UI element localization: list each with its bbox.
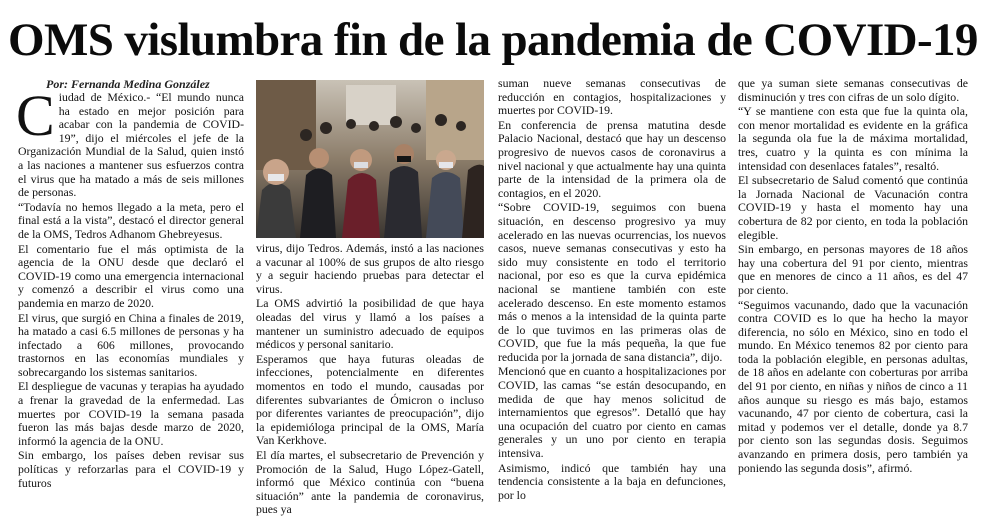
paragraph: Esperamos que haya futuras oleadas de infecciones, potencialmente en diferentes momentos en todo el mundo, causadas por diferentes subvariantes de Ómicron o incluso por diferentes variantes de preocupación”, dijo la epidemióloga principal de la OMS, María Van Kerkhove.: [256, 351, 484, 448]
paragraph: Mencionó que en cuanto a hospitalizaciones por COVID, las camas “se están desocupando, en medida de que hay menos solicitud de internamientos que egresos”. Detalló que hay una ocupación del cuatro por ciento en camas generales y un uno por ciento en terapia intensiva.: [498, 364, 726, 461]
paragraph: Ciudad de México.- “El mundo nunca ha estado en mejor posición para acabar con la pandemia de COVID-19”, dijo el miércoles el jefe de la Organización Mundial de la Salud, quien instó a las naciones a mantener sus esfuerzos contra el virus que ha matado a más de seis millones de personas.: [16, 83, 244, 200]
paragraph: El virus, que surgió en China a finales de 2019, ha matado a casi 6.5 millones de personas y ha infectado a 606 millones, provocando trastornos en las economías mundiales y sobrecargando los sistemas sanitarios.: [18, 310, 244, 379]
paragraph: En conferencia de prensa matutina desde Palacio Nacional, destacó que hay un descenso progresivo de nuevos casos de coronavirus a nivel nacional y que actualmente hay una quinta parte de la intensidad de la primera ola de contagios, en el 2020.: [498, 117, 726, 200]
paragraph: “Seguimos vacunando, dado que la vacunación contra COVID es lo que ha hecho la mayor diferencia, no sólo en México, sino en todo el mundo. En México tenemos 82 por ciento para toda la población elegible, en personas adultas, de 18 años en adelante con coberturas por arriba del 91 por ciento, en niñas y niños de cinco a 11 años aunque su riesgo es más bajo, estamos vacunando, 47 por ciento de cobertura, casi la mitad y podemos ver el detalle, donde ya 8.7 por ciento son las segundas dosis. Seguimos avanzando en primera dosis, pero también ya poniendo las segunda dosis”, afirmó.: [738, 297, 968, 475]
paragraph: El subsecretario de Salud comentó que continúa la Jornada Nacional de Vacunación contra COVID-19 y hasta el momento hay una cobertura de 82 por ciento, en toda la población elegible.: [738, 173, 968, 242]
paragraph: Sin embargo, en personas mayores de 18 años hay una cobertura del 91 por ciento, mientras que en menores de cinco a 11 años, es del 47 por ciento.: [738, 242, 968, 297]
column-3: [498, 77, 726, 502]
paragraph: suman nueve semanas consecutivas de reducción en contagios, hospitalizaciones y muertes por COVID-19.: [498, 76, 726, 118]
paragraph: virus, dijo Tedros. Además, instó a las naciones a vacunar al 100% de sus grupos de alto riesgo y a seguir haciendo pruebas para detectar el virus.: [256, 241, 484, 296]
paragraph: Sin embargo, los países deben revisar sus políticas y reforzarlas para el COVID-19 y futuros: [18, 448, 244, 490]
paragraph: La OMS advirtió la posibilidad de que haya oleadas del virus y llamó a los países a mantener un suministro adecuado de equipos médicos y personal sanitario.: [256, 296, 484, 352]
column-4: [738, 77, 968, 475]
drop-cap: C: [16, 83, 55, 148]
paragraph: “Todavía no hemos llegado a la meta, pero el final está a la vista”, destacó el director general de la OMS, Tedros Adhanom Ghebreyesus.: [18, 199, 244, 241]
paragraph: “Y se mantiene con esta que fue la quinta ola, con menor mortalidad es evidente en la gráfica la segunda ola fue la de máxima mortalidad, tres, cuatro y la quinta es con mínima la intensidad con desenlaces fatales”, resaltó.: [738, 104, 968, 173]
paragraph: El despliegue de vacunas y terapias ha ayudado a frenar la gravedad de la enfermedad. Las muertes por COVID-19 la semana pasada fueron las más bajas desde marzo de 2020, informó la agencia de la ONU.: [18, 379, 244, 448]
paragraph: El día martes, el subsecretario de Prevención y Promoción de la Salud, Hugo López-Gatell, informó que México continúa con “buena situación” ante la pandemia de coronavirus, pues ya: [256, 447, 484, 517]
paragraph: El comentario fue el más optimista de la agencia de la ONU desde que declaró el COVID-19 como una emergencia internacional y comenzó a describir el virus como una pandemia en marzo de 2020.: [18, 241, 244, 310]
paragraph: “Sobre COVID-19, seguimos con buena situación, en descenso progresivo ya muy acelerado en las nuevas ocurrencias, los nuevos casos, nueve semanas consecutivas y esto ha sido muy consistente en todo el territorio nacional, por eso es que la curva epidémica nacional se mantiene también con este acelerado descenso. En este momento estamos más o menos a la intensidad de la quinta parte de lo que tuvimos en las primeras olas de COVID, que fue la más pequeña, la que fue reducida por la jornada de sana distancia”, dijo.: [498, 200, 726, 364]
column-2: [256, 242, 484, 517]
paragraph: que ya suman siete semanas consecutivas de disminución y tres con cifras de un solo dígito.: [738, 76, 968, 104]
paragraph: Asimismo, indicó que también hay una tendencia consistente a la baja en defunciones, por lo: [498, 460, 726, 502]
byline: Por: Fernanda Medina González: [46, 77, 210, 91]
headline: OMS vislumbra fin de la pandemia de COVID-19: [8, 14, 978, 66]
crowd-photo: [256, 80, 484, 238]
